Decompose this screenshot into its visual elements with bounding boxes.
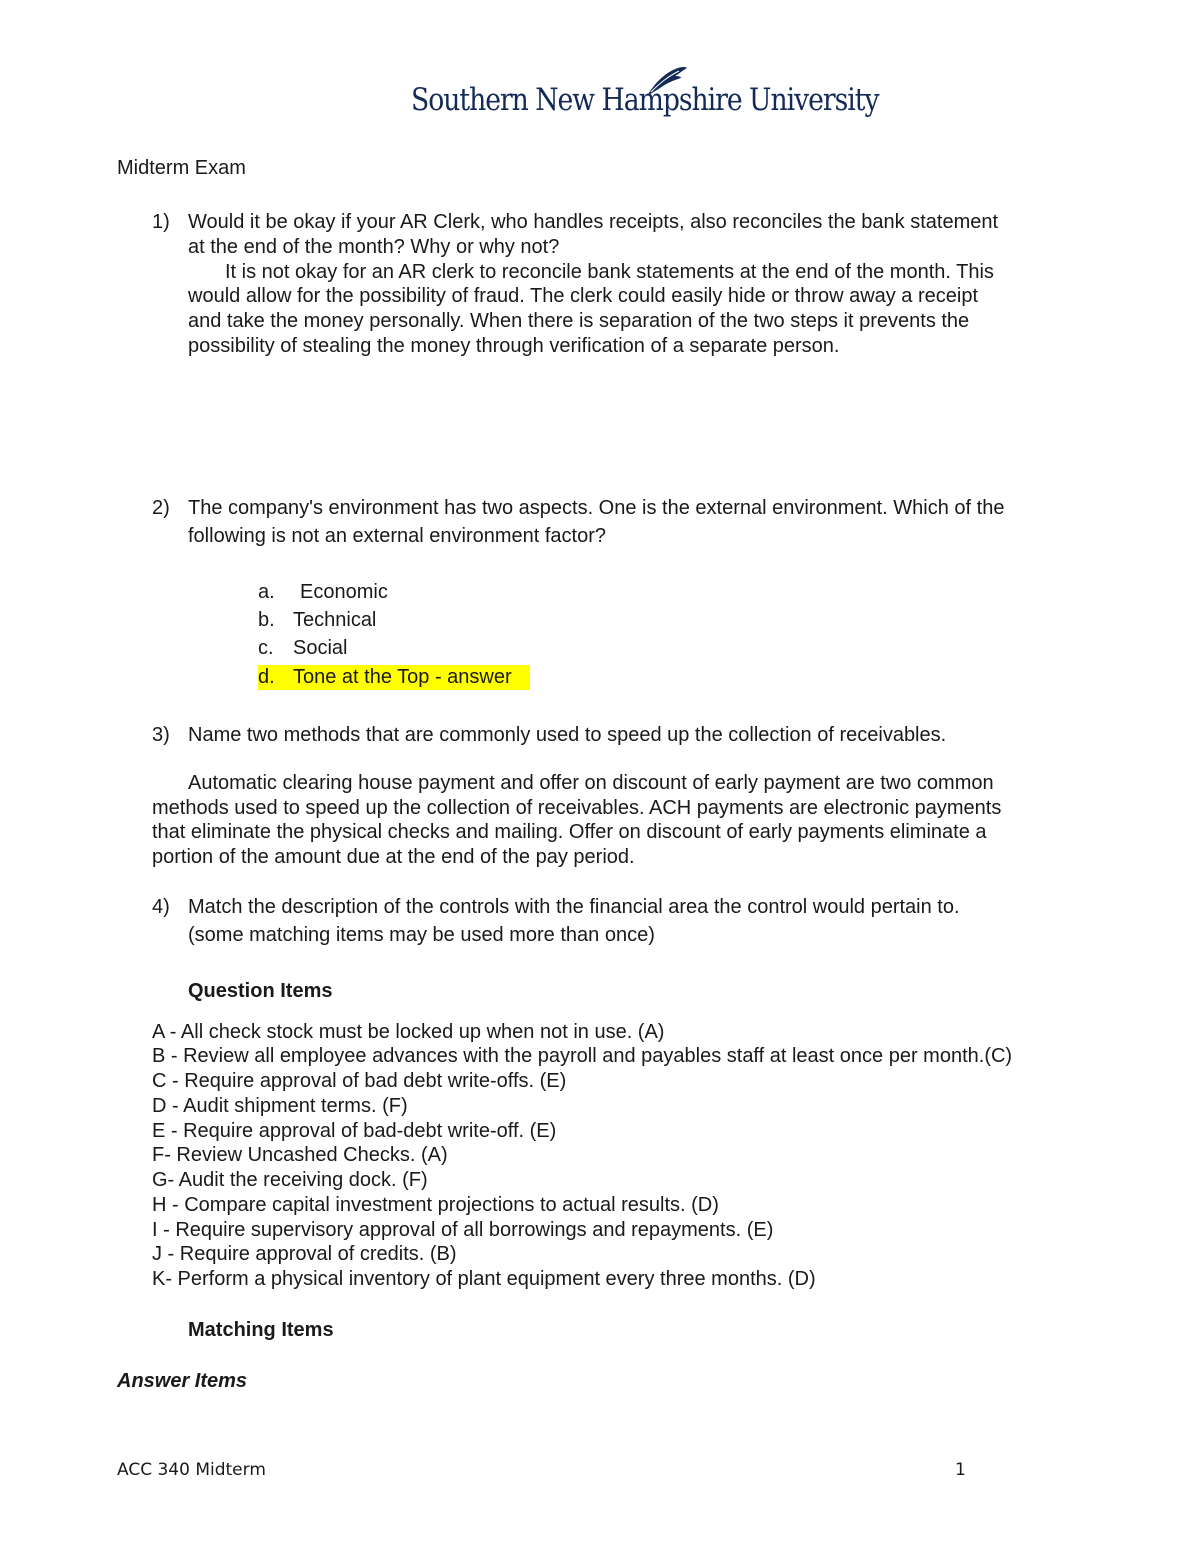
q3-answer-line: that eliminate the physical checks and mailing. Offer on discount of early payments eliminate a <box>152 821 987 843</box>
question-item: I - Require supervisory approval of all borrowings and repayments. (E) <box>152 1219 774 1241</box>
question-item: E - Require approval of bad-debt write-off. (E) <box>152 1120 557 1142</box>
q2-text-line-2: following is not an external environment factor? <box>188 525 607 547</box>
q1-answer-line: It is not okay for an AR clerk to reconcile bank statements at the end of the month. This <box>225 261 994 283</box>
option-text: Social <box>293 637 348 659</box>
q2-text-line-1: The company's environment has two aspects. One is the external environment. Which of the <box>188 497 1005 519</box>
university-logo <box>405 64 879 134</box>
question-item: G- Audit the receiving dock. (F) <box>152 1169 428 1191</box>
quill-icon <box>643 64 689 98</box>
q1-answer-line: would allow for the possibility of fraud. The clerk could easily hide or throw away a receipt <box>188 285 979 307</box>
q3-text-line-1: Name two methods that are commonly used to speed up the collection of receivables. <box>188 724 947 746</box>
option-letter: d. <box>258 666 275 688</box>
answer-items-heading: Answer Items <box>117 1370 248 1392</box>
q1-answer-line: and take the money personally. When there is separation of the two steps it prevents the <box>188 310 970 332</box>
highlighted-answer <box>258 665 530 690</box>
q3-answer-line: portion of the amount due at the end of the pay period. <box>152 846 635 868</box>
question-items-heading: Question Items <box>188 980 333 1002</box>
footer-course-label: ACC 340 Midterm <box>117 1460 266 1480</box>
option-letter: c. <box>258 637 274 659</box>
question-item: H - Compare capital investment projections to actual results. (D) <box>152 1194 719 1216</box>
q3-answer-line: Automatic clearing house payment and offer on discount of early payment are two common <box>188 772 994 794</box>
q2-number: 2) <box>152 497 170 519</box>
page-number: 1 <box>955 1460 966 1480</box>
option-text: Economic <box>300 581 388 603</box>
question-item: K- Perform a physical inventory of plant equipment every three months. (D) <box>152 1268 816 1290</box>
q4-text-line-1: Match the description of the controls with the financial area the control would pertain to. <box>188 896 960 918</box>
q1-text-line-2: at the end of the month? Why or why not? <box>188 236 560 258</box>
q1-text-line-1: Would it be okay if your AR Clerk, who handles receipts, also reconciles the bank statement <box>188 211 999 233</box>
q3-number: 3) <box>152 724 170 746</box>
q4-number: 4) <box>152 896 170 918</box>
question-item: B - Review all employee advances with the payroll and payables staff at least once per month.(C) <box>152 1045 1013 1067</box>
q1-answer-line: possibility of stealing the money through verification of a separate person. <box>188 335 840 357</box>
question-item: C - Require approval of bad debt write-offs. (E) <box>152 1070 567 1092</box>
question-item: A - All check stock must be locked up when not in use. (A) <box>152 1021 665 1043</box>
document-title: Midterm Exam <box>117 157 246 179</box>
q1-number: 1) <box>152 211 170 233</box>
question-item: F- Review Uncashed Checks. (A) <box>152 1144 448 1166</box>
q4-text-line-2: (some matching items may be used more than once) <box>188 924 655 946</box>
question-item: D - Audit shipment terms. (F) <box>152 1095 408 1117</box>
option-text: Technical <box>293 609 377 631</box>
option-letter: b. <box>258 609 275 631</box>
matching-items-heading: Matching Items <box>188 1319 334 1341</box>
option-text: Tone at the Top - answer <box>293 666 512 688</box>
logo-wordmark: Southern New Hampshire University <box>411 82 879 118</box>
q3-answer-line: methods used to speed up the collection of receivables. ACH payments are electronic payments <box>152 797 1002 819</box>
question-item: J - Require approval of credits. (B) <box>152 1243 457 1265</box>
option-letter: a. <box>258 581 275 603</box>
